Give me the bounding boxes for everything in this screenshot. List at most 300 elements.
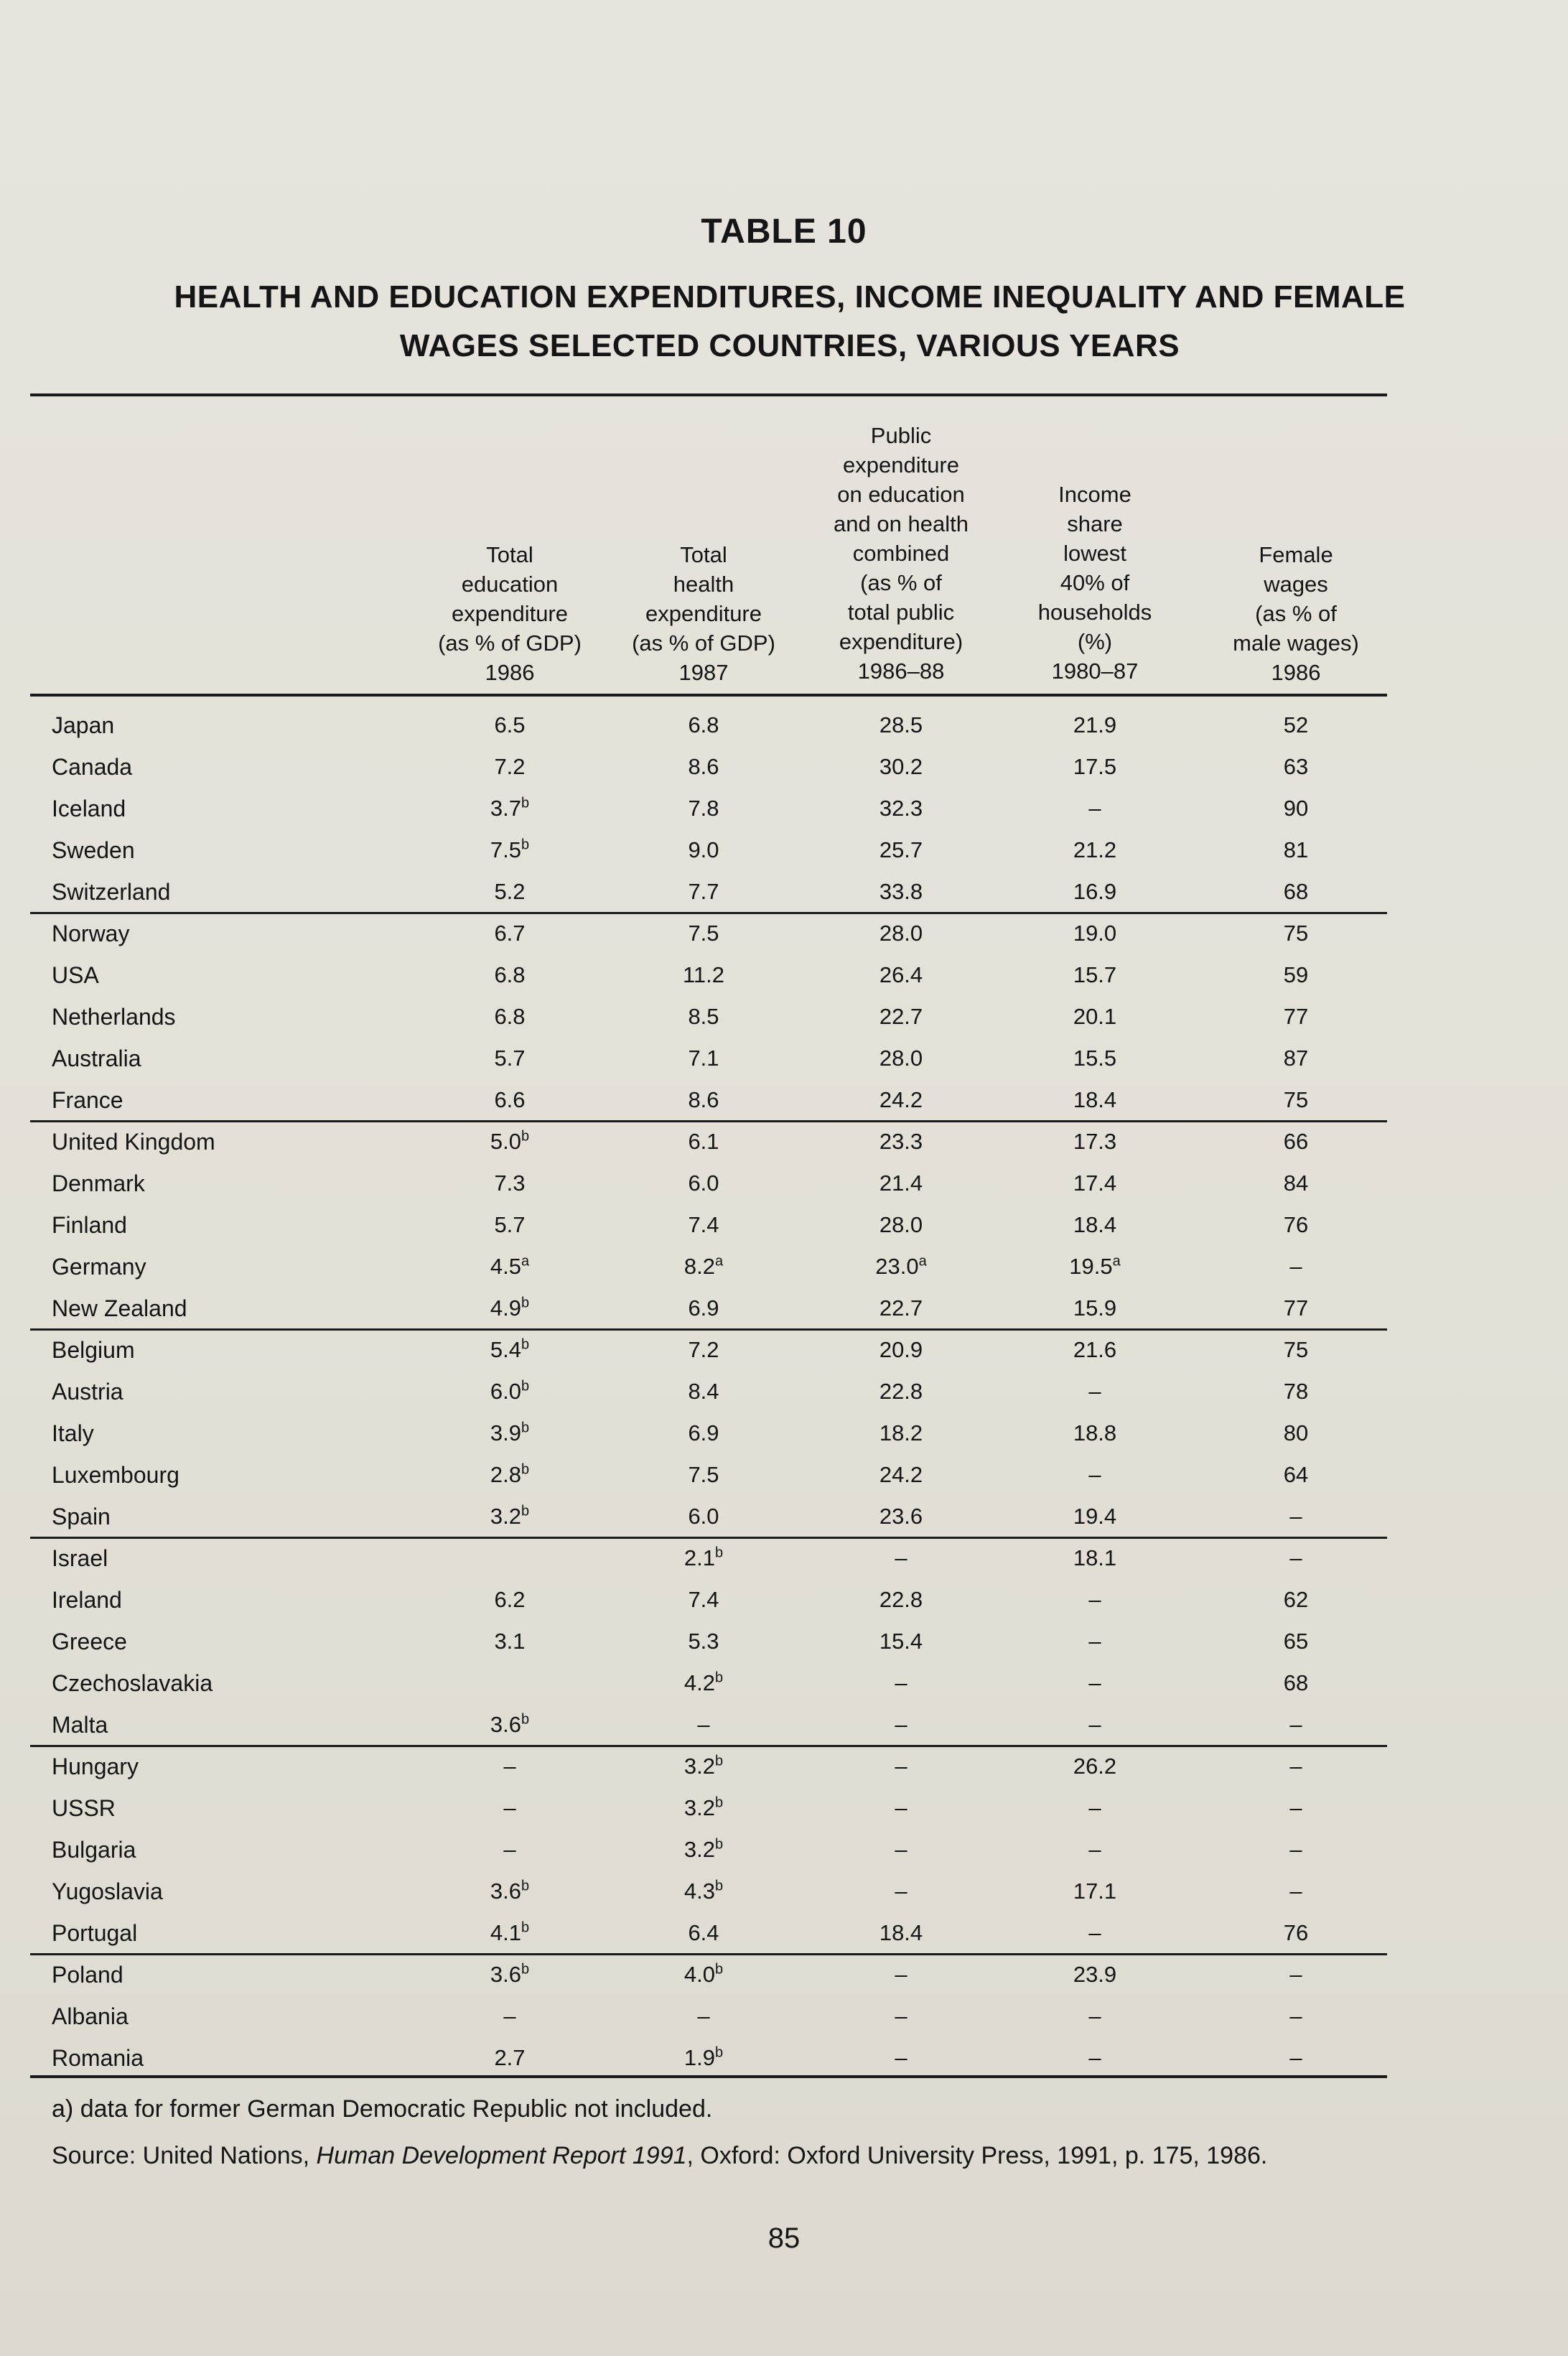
- cell-footnote-marker: b: [521, 1336, 530, 1353]
- cell-value: 5.7: [494, 1212, 526, 1237]
- cell-income: [1019, 2002, 1170, 2031]
- cell-female: [1213, 1169, 1378, 1198]
- cell-health: [625, 1086, 783, 1114]
- country-name: France: [52, 1087, 123, 1113]
- group-rule: [30, 1537, 1387, 1539]
- cell-value: –: [697, 2003, 710, 2029]
- cell-edu: [431, 2044, 589, 2072]
- table-row: [0, 836, 1568, 877]
- cell-female: [1213, 836, 1378, 865]
- cell-value: 22.8: [879, 1587, 923, 1612]
- cell-health: [625, 794, 783, 823]
- cell-female: [1213, 1502, 1378, 1531]
- column-header-public: Public expenditure on education and on health combined (as % of total public expenditure) 1986–88: [834, 423, 969, 684]
- cell-edu: [431, 1794, 589, 1822]
- cell-footnote-marker: b: [521, 1919, 530, 1936]
- cell-female: [1213, 1586, 1378, 1614]
- cell-value: 77: [1283, 1004, 1309, 1029]
- cell-value: 3.6: [490, 1712, 521, 1737]
- cell-public: [818, 836, 984, 865]
- cell-value: 81: [1283, 837, 1309, 862]
- cell-value: 23.3: [879, 1129, 923, 1154]
- header-rule: [30, 694, 1387, 697]
- table-row: [0, 1211, 1568, 1252]
- cell-value: –: [697, 1712, 710, 1737]
- country-name: Germany: [52, 1254, 146, 1280]
- table-row: [0, 1835, 1568, 1877]
- cell-footnote-marker: b: [521, 1961, 530, 1978]
- cell-value: 19.4: [1073, 1504, 1117, 1529]
- country-name: Italy: [52, 1420, 94, 1446]
- table-subtitle: HEALTH AND EDUCATION EXPENDITURES, INCOME INEQUALITY AND FEMALE WAGES SELECTED COUNTRIES, VARIOUS YEARS: [174, 279, 1406, 363]
- source-title: Human Development Report 1991: [316, 2142, 687, 2169]
- cell-female: [1213, 2044, 1378, 2072]
- cell-edu: [431, 1960, 589, 1989]
- cell-value: 4.3: [683, 1878, 715, 1904]
- cell-footnote-marker: b: [521, 1503, 530, 1519]
- cell-footnote-marker: b: [521, 1420, 530, 1436]
- cell-value: –: [1289, 1545, 1302, 1570]
- cell-value: 6.2: [494, 1587, 526, 1612]
- cell-value: 21.4: [879, 1170, 923, 1196]
- table-row: [0, 1669, 1568, 1710]
- cell-footnote-marker: b: [714, 1545, 724, 1561]
- cell-value: 65: [1283, 1629, 1309, 1654]
- table-row: [0, 1044, 1568, 1086]
- cell-public: [818, 2044, 984, 2072]
- cell-health: [625, 1919, 783, 1947]
- cell-value: 3.2: [490, 1504, 521, 1529]
- cell-value: –: [1088, 1795, 1101, 1820]
- cell-value: 6.9: [688, 1420, 719, 1445]
- cell-value: 68: [1283, 879, 1309, 904]
- country-name: Iceland: [52, 796, 126, 821]
- cell-health: [625, 1835, 783, 1864]
- cell-value: 7.3: [494, 1170, 526, 1196]
- cell-value: 52: [1283, 712, 1309, 737]
- cell-footnote-marker: a: [521, 1253, 530, 1270]
- cell-public: [818, 1377, 984, 1406]
- cell-value: 2.1: [683, 1545, 715, 1570]
- cell-footnote-marker: b: [521, 1878, 530, 1894]
- cell-edu: [431, 1627, 589, 1656]
- cell-health: [625, 1127, 783, 1156]
- footnote-marker: a): [52, 2095, 74, 2123]
- cell-income: [1019, 1919, 1170, 1947]
- cell-value: 7.1: [688, 1046, 719, 1071]
- cell-public: [818, 711, 984, 740]
- cell-public: [818, 1502, 984, 1531]
- cell-value: 80: [1283, 1420, 1309, 1445]
- country-name: Hungary: [52, 1754, 139, 1779]
- cell-value: 3.9: [490, 1420, 521, 1445]
- cell-health: [625, 1586, 783, 1614]
- page-number: 85: [767, 2222, 801, 2254]
- cell-value: 76: [1283, 1212, 1309, 1237]
- cell-health: [625, 1627, 783, 1656]
- country-name: Poland: [52, 1962, 123, 1988]
- cell-value: –: [1088, 1920, 1101, 1945]
- cell-female: [1213, 1835, 1378, 1864]
- column-header-female: Female wages (as % of male wages) 1986: [1233, 542, 1359, 685]
- country-name: Austria: [52, 1379, 123, 1405]
- country-name: Luxembourg: [52, 1462, 179, 1488]
- cell-footnote-marker: a: [714, 1253, 724, 1270]
- cell-value: 75: [1283, 1337, 1309, 1362]
- cell-value: 22.7: [879, 1004, 923, 1029]
- cell-income: [1019, 1835, 1170, 1864]
- cell-value: 16.9: [1073, 879, 1117, 904]
- cell-footnote-marker: b: [714, 2044, 724, 2061]
- cell-value: 2.7: [494, 2045, 526, 2070]
- country-name: Greece: [52, 1629, 127, 1654]
- cell-value: 28.0: [879, 1212, 923, 1237]
- cell-value: 7.4: [688, 1212, 719, 1237]
- cell-health: [625, 711, 783, 740]
- cell-value: –: [1088, 1379, 1101, 1404]
- cell-health: [625, 1252, 783, 1281]
- cell-health: [625, 1419, 783, 1448]
- cell-value: 3.2: [683, 1837, 715, 1862]
- cell-value: 17.3: [1073, 1129, 1117, 1154]
- cell-value: –: [895, 1962, 907, 1987]
- cell-health: [625, 1960, 783, 1989]
- group-rule: [30, 1120, 1387, 1122]
- group-rule: [30, 1745, 1387, 1747]
- cell-value: –: [895, 1670, 907, 1695]
- cell-public: [818, 1252, 984, 1281]
- country-name: Malta: [52, 1712, 108, 1738]
- cell-edu: [431, 1086, 589, 1114]
- cell-value: 75: [1283, 1087, 1309, 1112]
- cell-female: [1213, 1377, 1378, 1406]
- cell-edu: [431, 753, 589, 781]
- cell-value: 17.5: [1073, 754, 1117, 779]
- cell-public: [818, 1211, 984, 1239]
- cell-income: [1019, 753, 1170, 781]
- cell-value: 87: [1283, 1046, 1309, 1071]
- cell-value: 3.2: [683, 1795, 715, 1820]
- cell-public: [818, 1169, 984, 1198]
- country-name: Ireland: [52, 1587, 122, 1613]
- cell-value: 8.6: [688, 754, 719, 779]
- cell-value: –: [1289, 2045, 1302, 2070]
- cell-income: [1019, 1419, 1170, 1448]
- cell-value: 9.0: [688, 837, 719, 862]
- cell-health: [625, 961, 783, 990]
- group-rule: [30, 1328, 1387, 1331]
- table-row: [0, 1586, 1568, 1627]
- cell-health: [625, 1461, 783, 1489]
- cell-income: [1019, 919, 1170, 948]
- cell-value: 21.6: [1073, 1337, 1117, 1362]
- cell-value: 4.5: [490, 1254, 521, 1279]
- table-row: [0, 1336, 1568, 1377]
- cell-value: –: [1088, 1587, 1101, 1612]
- cell-value: 90: [1283, 796, 1309, 821]
- cell-footnote-marker: b: [714, 1961, 724, 1978]
- country-name: Albania: [52, 2003, 129, 2029]
- cell-footnote-marker: b: [714, 1794, 724, 1811]
- cell-female: [1213, 1086, 1378, 1114]
- cell-income: [1019, 1211, 1170, 1239]
- cell-footnote-marker: b: [521, 1711, 530, 1728]
- cell-female: [1213, 1544, 1378, 1573]
- cell-income: [1019, 1377, 1170, 1406]
- cell-value: 19.0: [1073, 921, 1117, 946]
- cell-value: 18.4: [1073, 1212, 1117, 1237]
- cell-value: 5.4: [490, 1337, 521, 1362]
- cell-footnote-marker: b: [521, 1295, 530, 1311]
- cell-income: [1019, 1252, 1170, 1281]
- cell-income: [1019, 1336, 1170, 1364]
- cell-value: 7.7: [688, 879, 719, 904]
- cell-income: [1019, 1502, 1170, 1531]
- cell-value: 76: [1283, 1920, 1309, 1945]
- cell-income: [1019, 1669, 1170, 1698]
- cell-value: –: [895, 1878, 907, 1904]
- cell-health: [625, 1044, 783, 1073]
- cell-value: –: [503, 1837, 516, 1862]
- cell-value: 75: [1283, 921, 1309, 946]
- cell-value: 5.2: [494, 879, 526, 904]
- cell-value: 6.6: [494, 1087, 526, 1112]
- cell-edu: [431, 1919, 589, 1947]
- cell-female: [1213, 1710, 1378, 1739]
- cell-value: –: [1088, 2003, 1101, 2029]
- cell-value: 63: [1283, 754, 1309, 779]
- table-row: [0, 2002, 1568, 2044]
- cell-value: 68: [1283, 1670, 1309, 1695]
- cell-value: 66: [1283, 1129, 1309, 1154]
- cell-value: 7.2: [688, 1337, 719, 1362]
- cell-value: –: [895, 1754, 907, 1779]
- country-name: Israel: [52, 1545, 108, 1571]
- source-text-before: United Nations,: [142, 2142, 317, 2169]
- cell-health: [625, 1002, 783, 1031]
- table-row: [0, 711, 1568, 753]
- country-name: Denmark: [52, 1170, 145, 1196]
- cell-footnote-marker: b: [521, 1378, 530, 1394]
- cell-value: 6.7: [494, 921, 526, 946]
- country-name: USSR: [52, 1795, 116, 1821]
- cell-value: –: [503, 1754, 516, 1779]
- table-row: [0, 1419, 1568, 1461]
- cell-value: 5.3: [688, 1629, 719, 1654]
- cell-value: –: [503, 1795, 516, 1820]
- cell-health: [625, 1294, 783, 1323]
- group-rule: [30, 912, 1387, 914]
- cell-value: –: [895, 2045, 907, 2070]
- table-row: [0, 1752, 1568, 1794]
- cell-value: –: [1289, 1878, 1302, 1904]
- cell-edu: [431, 1377, 589, 1406]
- cell-value: 5.7: [494, 1046, 526, 1071]
- cell-public: [818, 1544, 984, 1573]
- cell-income: [1019, 1086, 1170, 1114]
- cell-value: 23.9: [1073, 1962, 1117, 1987]
- country-name: Sweden: [52, 837, 135, 863]
- cell-value: 15.4: [879, 1629, 923, 1654]
- cell-value: 6.5: [494, 712, 526, 737]
- cell-footnote-marker: b: [714, 1670, 724, 1686]
- cell-value: 6.4: [688, 1920, 719, 1945]
- cell-public: [818, 1336, 984, 1364]
- cell-female: [1213, 961, 1378, 990]
- cell-value: 24.2: [879, 1462, 923, 1487]
- cell-value: 6.8: [688, 712, 719, 737]
- table-row: [0, 794, 1568, 836]
- cell-value: 7.5: [688, 921, 719, 946]
- table-row: [0, 1002, 1568, 1044]
- cell-edu: [431, 1336, 589, 1364]
- cell-public: [818, 1710, 984, 1739]
- cell-value: 3.1: [494, 1629, 526, 1654]
- cell-edu: [431, 2002, 589, 2031]
- cell-edu: [431, 961, 589, 990]
- cell-value: 24.2: [879, 1087, 923, 1112]
- cell-value: 15.9: [1073, 1295, 1117, 1321]
- cell-value: 20.9: [879, 1337, 923, 1362]
- cell-public: [818, 1294, 984, 1323]
- cell-value: 17.4: [1073, 1170, 1117, 1196]
- cell-female: [1213, 1294, 1378, 1323]
- cell-health: [625, 2002, 783, 2031]
- cell-public: [818, 1461, 984, 1489]
- cell-value: 21.9: [1073, 712, 1117, 737]
- country-name: Czechoslavakia: [52, 1670, 213, 1696]
- cell-value: 3.7: [490, 796, 521, 821]
- cell-edu: [431, 1835, 589, 1864]
- cell-health: [625, 1502, 783, 1531]
- cell-income: [1019, 1461, 1170, 1489]
- cell-edu: [431, 1877, 589, 1906]
- cell-value: 3.6: [490, 1962, 521, 1987]
- cell-female: [1213, 1461, 1378, 1489]
- cell-value: 17.1: [1073, 1878, 1117, 1904]
- cell-public: [818, 1127, 984, 1156]
- cell-value: 77: [1283, 1295, 1309, 1321]
- cell-value: –: [1289, 1254, 1302, 1279]
- cell-value: 6.0: [688, 1504, 719, 1529]
- table-row: [0, 1169, 1568, 1211]
- cell-value: 5.0: [490, 1129, 521, 1154]
- cell-income: [1019, 1294, 1170, 1323]
- cell-female: [1213, 1877, 1378, 1906]
- cell-value: 7.5: [490, 837, 521, 862]
- cell-value: 4.0: [683, 1962, 715, 1987]
- cell-value: –: [1088, 1462, 1101, 1487]
- cell-value: 8.4: [688, 1379, 719, 1404]
- cell-value: 3.2: [683, 1754, 715, 1779]
- source-label: Source:: [52, 2142, 136, 2169]
- cell-income: [1019, 1127, 1170, 1156]
- cell-value: –: [895, 1712, 907, 1737]
- cell-income: [1019, 1044, 1170, 1073]
- cell-value: –: [1088, 1837, 1101, 1862]
- cell-value: 23.6: [879, 1504, 923, 1529]
- cell-public: [818, 1002, 984, 1031]
- table-row: [0, 961, 1568, 1002]
- cell-value: 32.3: [879, 796, 923, 821]
- cell-value: –: [1289, 1712, 1302, 1737]
- cell-income: [1019, 836, 1170, 865]
- cell-value: 15.7: [1073, 962, 1117, 987]
- cell-female: [1213, 1252, 1378, 1281]
- country-name: Romania: [52, 2045, 144, 2071]
- table-row: [0, 1252, 1568, 1294]
- cell-edu: [431, 1710, 589, 1739]
- cell-female: [1213, 1627, 1378, 1656]
- cell-value: –: [1289, 1754, 1302, 1779]
- table-row: [0, 1794, 1568, 1835]
- cell-value: 30.2: [879, 754, 923, 779]
- cell-female: [1213, 753, 1378, 781]
- cell-income: [1019, 1752, 1170, 1781]
- cell-value: 4.9: [490, 1295, 521, 1321]
- country-name: Netherlands: [52, 1004, 176, 1030]
- cell-value: 7.2: [494, 754, 526, 779]
- cell-health: [625, 1377, 783, 1406]
- cell-value: 28.0: [879, 1046, 923, 1071]
- country-name: Bulgaria: [52, 1837, 136, 1863]
- cell-income: [1019, 711, 1170, 740]
- cell-health: [625, 1336, 783, 1364]
- cell-footnote-marker: b: [521, 837, 530, 853]
- cell-edu: [431, 919, 589, 948]
- cell-value: 6.0: [688, 1170, 719, 1196]
- cell-value: 6.8: [494, 1004, 526, 1029]
- cell-public: [818, 877, 984, 906]
- column-header-education: Total education expenditure (as % of GDP) 1986: [438, 542, 582, 685]
- cell-value: –: [1289, 2003, 1302, 2029]
- cell-income: [1019, 1544, 1170, 1573]
- table-row: [0, 1377, 1568, 1419]
- footnote-a: [52, 2093, 712, 2125]
- cell-edu: [431, 1461, 589, 1489]
- cell-value: 18.2: [879, 1420, 923, 1445]
- cell-footnote-marker: a: [1112, 1253, 1121, 1270]
- country-name: Finland: [52, 1212, 127, 1238]
- cell-value: 84: [1283, 1170, 1309, 1196]
- table-row: [0, 753, 1568, 794]
- cell-value: –: [1088, 2045, 1101, 2070]
- cell-value: 22.7: [879, 1295, 923, 1321]
- cell-edu: [431, 877, 589, 906]
- cell-value: 7.5: [688, 1462, 719, 1487]
- table-row: [0, 1627, 1568, 1669]
- cell-income: [1019, 794, 1170, 823]
- table-row: [0, 1544, 1568, 1586]
- cell-value: 6.0: [490, 1379, 521, 1404]
- table-title: TABLE 10: [701, 213, 867, 251]
- cell-footnote-marker: b: [714, 1836, 724, 1853]
- cell-female: [1213, 1127, 1378, 1156]
- country-name: Switzerland: [52, 879, 171, 905]
- cell-value: –: [1088, 1670, 1101, 1695]
- cell-income: [1019, 1169, 1170, 1198]
- top-rule: [30, 394, 1387, 396]
- cell-footnote-marker: b: [521, 795, 530, 811]
- cell-health: [625, 836, 783, 865]
- cell-value: 21.2: [1073, 837, 1117, 862]
- cell-income: [1019, 1627, 1170, 1656]
- cell-value: –: [895, 1545, 907, 1570]
- cell-public: [818, 1586, 984, 1614]
- cell-value: 23.0: [875, 1254, 919, 1279]
- country-name: Spain: [52, 1504, 111, 1529]
- cell-public: [818, 1086, 984, 1114]
